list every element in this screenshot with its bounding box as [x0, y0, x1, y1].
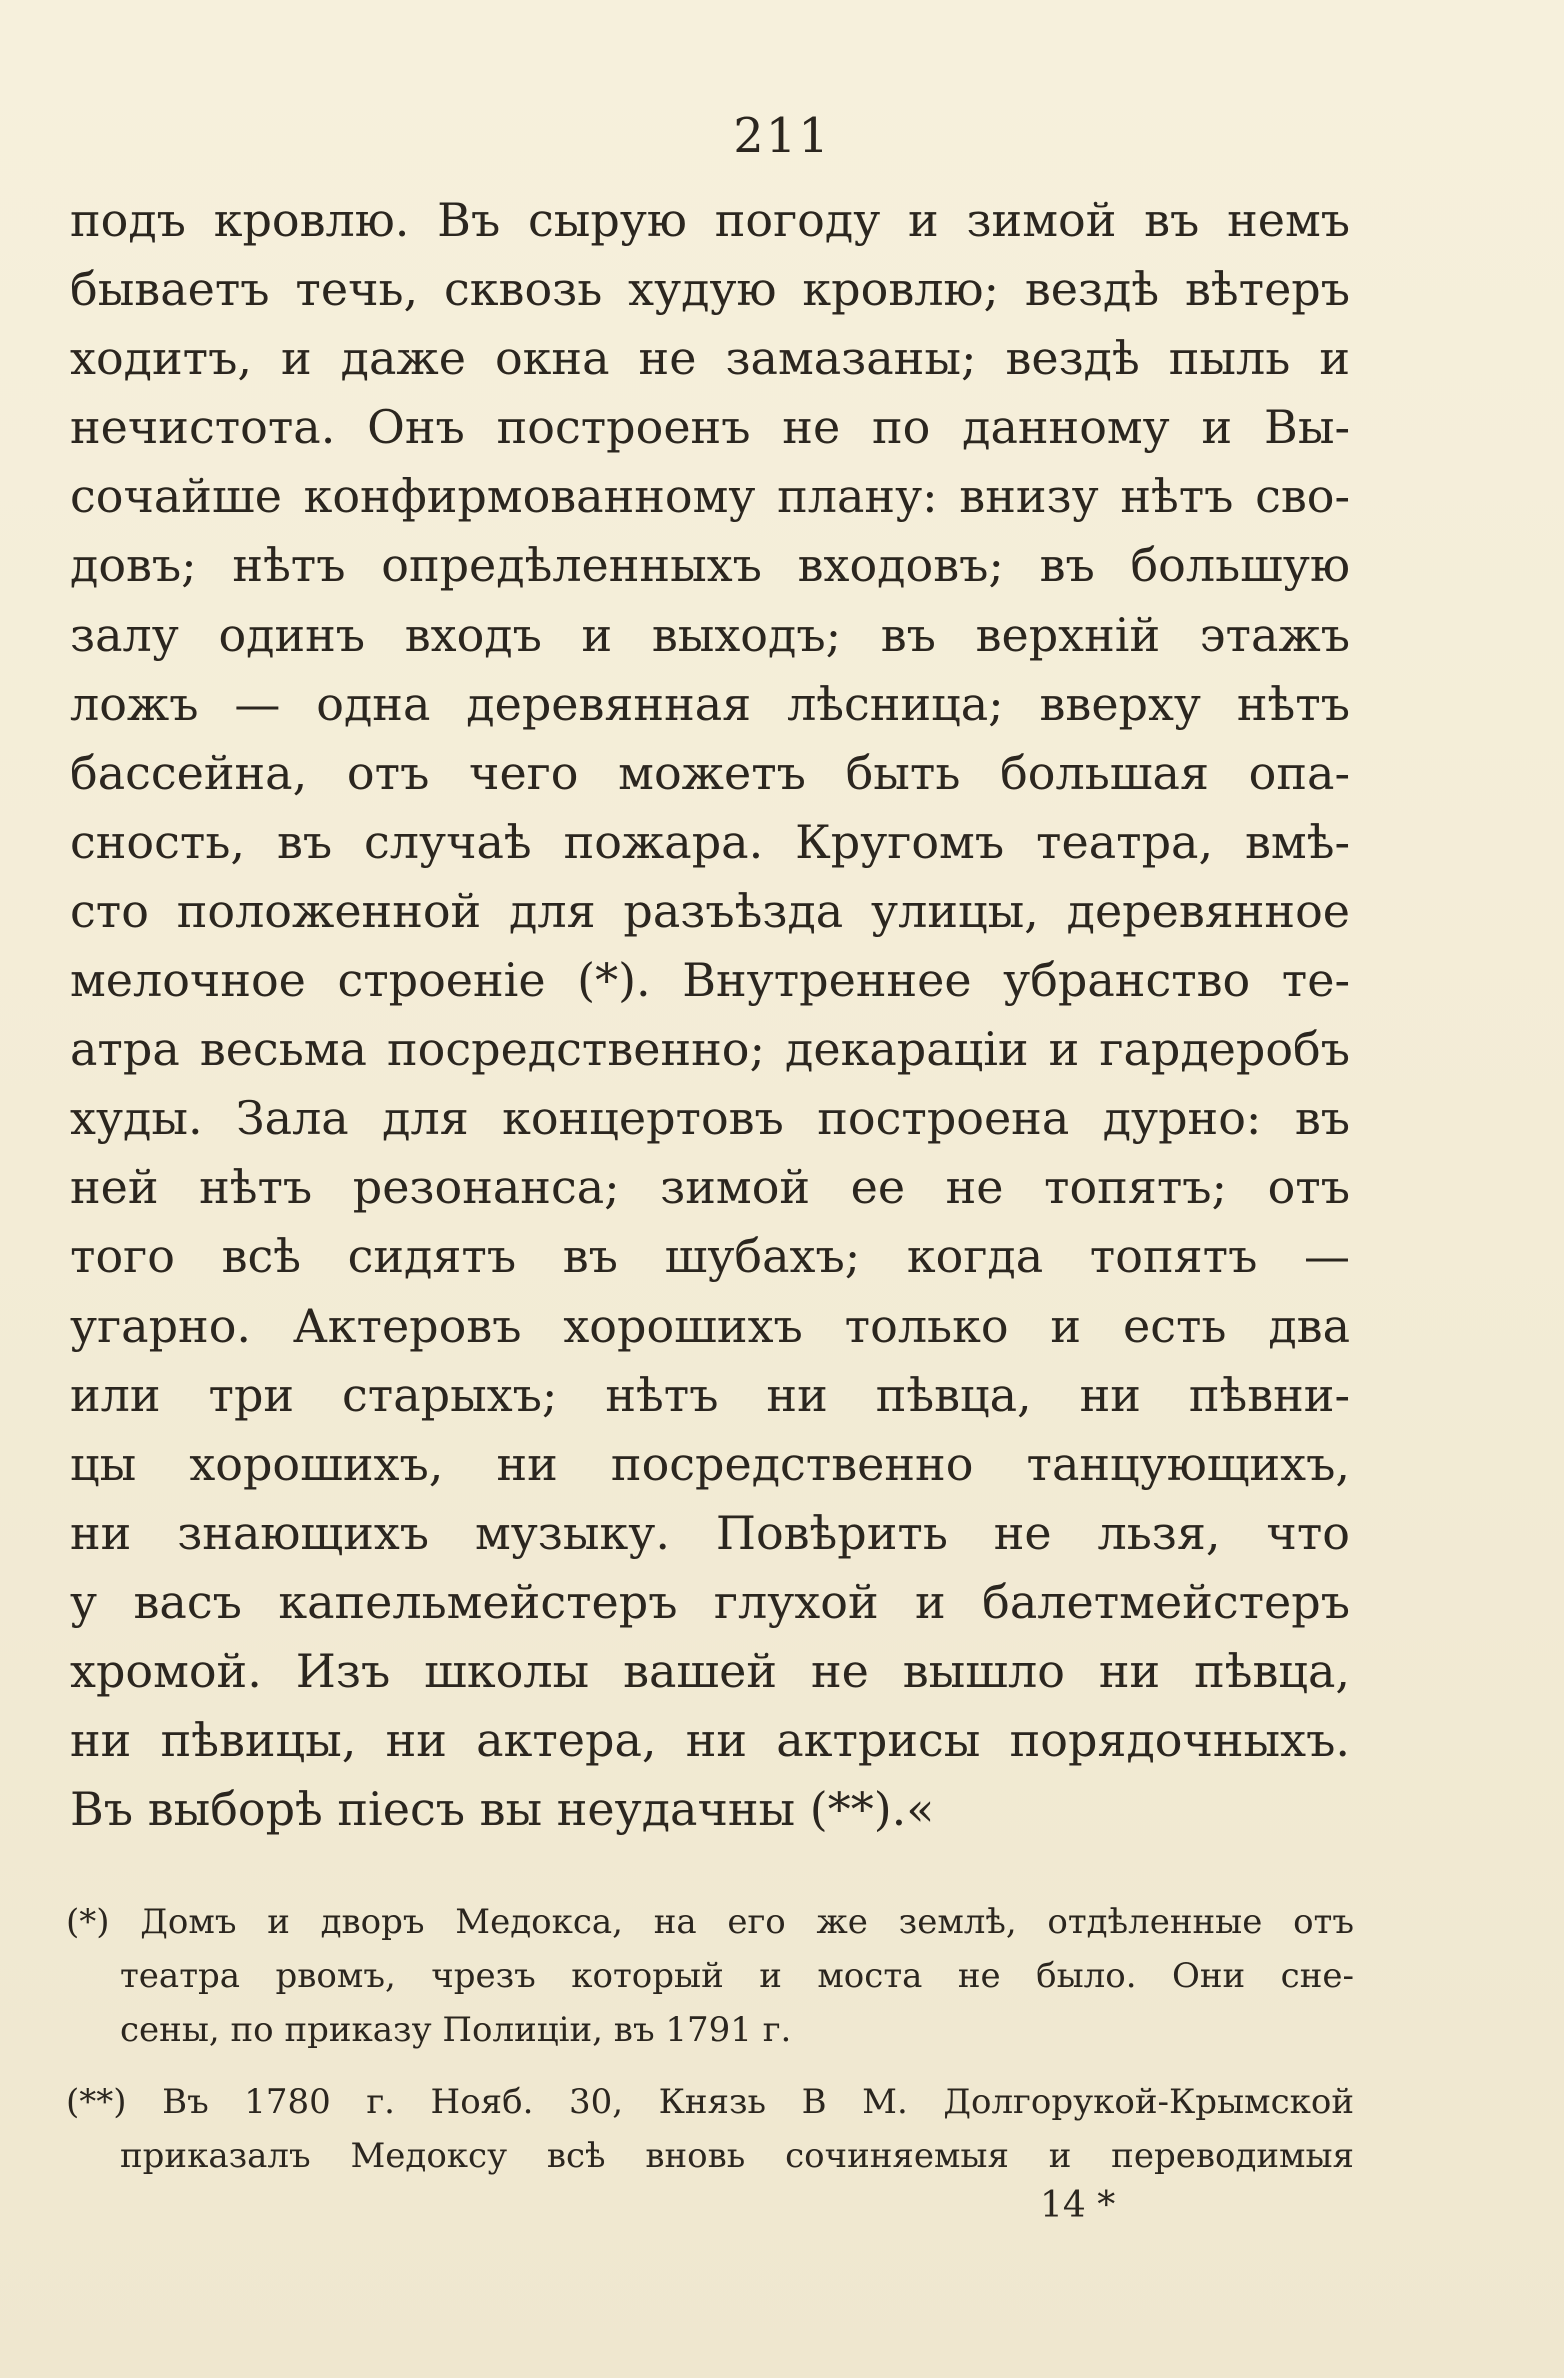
text-line: бываетъ течь, сквозь худую кровлю; вездѣ вѣтеръ [70, 262, 1350, 317]
text-line: атра весьма посредственно; декараціи и гардеробъ [70, 1022, 1350, 1077]
text-line: подъ кровлю. Въ сырую погоду и зимой въ немъ [70, 193, 1350, 247]
footnote-2-line: приказалъ Медоксу всѣ вновь сочиняемыя и переводимыя [120, 2136, 1354, 2176]
text-line: угарно. Актеровъ хорошихъ только и есть два [70, 1298, 1350, 1353]
text-line: хромой. Изъ школы вашей не вышло ни пѣвца, [70, 1643, 1350, 1698]
text-line: или три старыхъ; нѣтъ ни пѣвца, ни пѣвни- [70, 1367, 1350, 1422]
text-line: сность, въ случаѣ пожара. Кругомъ театра, вмѣ- [70, 814, 1350, 869]
footnote-2-line: (**) Въ 1780 г. Нояб. 30, Князь В М. Долгорукой-Крымской [66, 2082, 1354, 2122]
text-line: сочайше конфирмованному плану: внизу нѣтъ сво- [70, 469, 1350, 524]
footnote-1-line: сены, по приказу Полиціи, въ 1791 г. [120, 2010, 792, 2050]
text-line: ни пѣвицы, ни актера, ни актрисы порядочныхъ. [70, 1713, 1350, 1768]
text-line: довъ; нѣтъ опредѣленныхъ входовъ; въ большую [70, 538, 1350, 593]
page-number: 211 [733, 108, 831, 164]
text-line: худы. Зала для концертовъ построена дурно: въ [70, 1091, 1350, 1146]
text-line: цы хорошихъ, ни посредственно танцующихъ, [70, 1436, 1350, 1491]
footnote-1-line: театра рвомъ, чрезъ который и моста не было. Они сне- [120, 1956, 1354, 1996]
footnote-1-line: (*) Домъ и дворъ Медокса, на его же землѣ, отдѣленные отъ [66, 1902, 1354, 1942]
text-line: у васъ капельмейстеръ глухой и балетмейстеръ [70, 1574, 1350, 1629]
text-line: сто положенной для разъѣзда улицы, деревянное [70, 883, 1350, 938]
text-line: бассейна, отъ чего можетъ быть большая опа- [70, 745, 1350, 800]
text-line: ходитъ, и даже окна не замазаны; вездѣ пыль и [70, 331, 1350, 386]
footnotes [66, 1895, 1354, 2183]
text-line-last: Въ выборѣ піесъ вы неудачны (**).« [70, 1782, 935, 1837]
text-line: ложъ — одна деревянная лѣсница; вверху нѣтъ [70, 676, 1350, 731]
text-line: нечистота. Онъ построенъ не по данному и Вы- [70, 400, 1350, 455]
main-text [70, 186, 1350, 1844]
text-line: того всѣ сидятъ въ шубахъ; когда топятъ — [70, 1229, 1350, 1284]
signature-mark: 14 * [1040, 2185, 1116, 2226]
text-line: ни знающихъ музыку. Повѣрить не льзя, что [70, 1505, 1350, 1560]
text-line: залу одинъ входъ и выходъ; въ верхній этажъ [70, 607, 1350, 662]
text-line: ней нѣтъ резонанса; зимой ее не топятъ; отъ [70, 1160, 1350, 1215]
text-line: мелочное строеніе (*). Внутреннее убранство те- [70, 953, 1350, 1008]
